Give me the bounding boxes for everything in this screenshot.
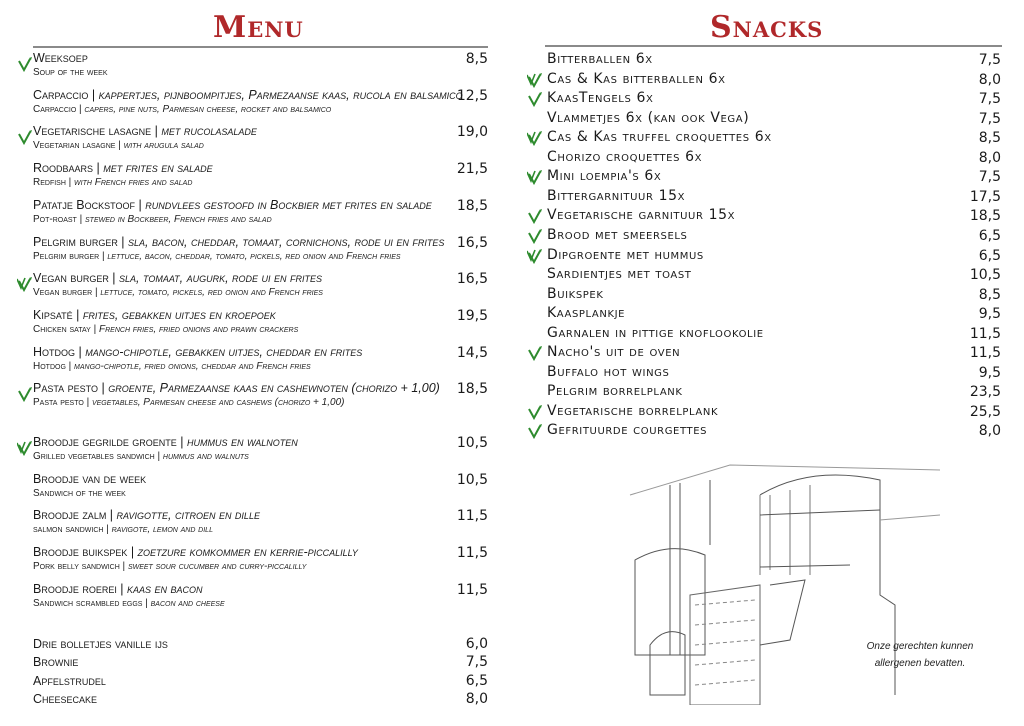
item-title-name: Pasta pesto	[33, 381, 98, 396]
item-title-name: Kipsaté	[33, 307, 73, 322]
item-title-separator: |	[72, 307, 83, 322]
vegetarian-icon	[527, 228, 543, 244]
snack-item	[547, 382, 1001, 401]
item-title	[33, 381, 488, 396]
snack-price: 6,5	[978, 227, 1001, 244]
snack-price: 8,5	[978, 130, 1001, 147]
snack-price: 11,5	[969, 325, 1001, 342]
item-title-separator: |	[75, 344, 86, 359]
snack-item	[547, 148, 1001, 167]
menu-item	[33, 582, 488, 610]
item-title	[33, 345, 488, 360]
item-title-name: Broodje van de week	[33, 471, 147, 486]
snack-price: 17,5	[969, 188, 1001, 205]
item-title	[33, 271, 488, 286]
item-title	[33, 198, 488, 213]
item-price: 18,5	[456, 381, 488, 398]
item-title-description: kaas en bacon	[127, 581, 203, 596]
item-translation-separator: |	[76, 103, 85, 115]
item-title-name: Broodje roerei	[33, 581, 117, 596]
item-translation-description: lettuce, tomato, pickels, red onion and French fries	[100, 287, 323, 299]
dessert-name: Apfelstrudel	[33, 673, 106, 688]
item-price: 12,5	[456, 87, 488, 104]
item-translation-name: Carpaccio	[33, 103, 77, 115]
item-title-description: zoetzure komkommer en kerrie-piccalilly	[137, 545, 358, 560]
snack-name: Kaasplankje	[547, 305, 626, 322]
vegetarian-icon	[17, 129, 33, 145]
item-title	[33, 124, 488, 139]
snack-item	[547, 324, 1001, 343]
item-title-name: Roodbaars	[33, 161, 94, 176]
item-translation-name: Redfish	[33, 177, 66, 189]
snack-item	[547, 187, 1001, 206]
item-translation-description: ravigote, lemon and dill	[111, 524, 213, 536]
snack-price: 7,5	[978, 91, 1001, 108]
snack-price: 18,5	[969, 208, 1001, 225]
item-title-description: rundvlees gestoofd in Bockbier met frites en salade	[145, 197, 432, 212]
snack-price: 7,5	[978, 52, 1001, 68]
item-translation-description: bacon and cheese	[150, 597, 225, 609]
snack-price: 25,5	[969, 403, 1001, 420]
vegan-icon	[527, 130, 543, 146]
item-translation	[33, 286, 488, 299]
snack-name: Bitterballen 6x	[547, 51, 653, 67]
snack-price: 11,5	[969, 345, 1001, 362]
snack-item	[547, 421, 1001, 440]
item-price: 11,5	[456, 545, 488, 562]
dessert-price: 6,5	[465, 672, 488, 689]
vegan-icon	[527, 72, 543, 88]
menu-item	[33, 381, 488, 409]
item-translation-name: Pelgrim burger	[33, 250, 100, 262]
snack-price: 8,0	[978, 423, 1001, 440]
item-price: 8,5	[465, 51, 488, 67]
item-price: 10,5	[456, 471, 488, 488]
snack-item	[547, 167, 1001, 186]
item-translation-description: vegetables, Parmesan cheese and cashews (chorizo + 1,00)	[91, 397, 345, 409]
item-title-name: Broodje buikspek	[33, 545, 128, 560]
snack-item	[547, 343, 1001, 362]
item-title-separator: |	[135, 197, 146, 212]
item-title-separator: |	[88, 87, 99, 102]
menu-title: Menu	[213, 10, 304, 45]
item-translation-name: Sandwich of the week	[33, 487, 126, 499]
item-translation-separator: |	[119, 561, 128, 573]
item-translation	[33, 560, 488, 573]
vegetarian-icon	[527, 345, 543, 361]
vegetarian-icon	[527, 404, 543, 420]
item-title	[33, 472, 488, 487]
allergen-note-line1: Onze gerechten kunnen	[866, 641, 974, 652]
item-translation-separator: |	[90, 323, 99, 335]
item-title-name: Carpaccio	[33, 87, 89, 102]
item-title-separator: |	[116, 581, 128, 596]
item-title	[33, 435, 488, 450]
item-price: 21,5	[456, 161, 488, 178]
item-translation	[33, 139, 488, 152]
dessert-item	[33, 653, 488, 671]
item-title-description: met frites en salade	[103, 161, 213, 176]
snack-item	[547, 128, 1001, 147]
snack-name: Mini loempia's 6x	[547, 168, 662, 185]
item-title-name: Patatje Bockstoof	[33, 197, 135, 212]
snack-name: Gefrituurde courgettes	[547, 422, 708, 439]
snack-item	[547, 304, 1001, 323]
snack-item	[547, 226, 1001, 245]
item-title-name: Broodje zalm	[33, 508, 107, 523]
snack-price: 10,5	[969, 267, 1001, 284]
item-title-separator: |	[151, 124, 162, 139]
snack-item	[547, 363, 1001, 382]
item-title-separator: |	[106, 508, 117, 523]
item-translation-separator: |	[65, 360, 75, 372]
snack-price: 7,5	[978, 169, 1001, 186]
snack-name: Buikspek	[547, 285, 604, 302]
menu-item	[33, 124, 488, 152]
dessert-name: Drie bolletjes vanille ijs	[33, 637, 168, 651]
snacks-list	[547, 0, 1001, 450]
snack-price: 9,5	[978, 306, 1001, 323]
item-translation-separator: |	[115, 140, 124, 152]
item-title	[33, 88, 488, 103]
item-translation	[33, 213, 488, 226]
dessert-name: Cheesecake	[33, 691, 98, 706]
item-title-name: Vegan burger	[33, 271, 109, 286]
snack-name: KaasTengels 6x	[547, 90, 654, 107]
vegetarian-icon	[17, 386, 33, 402]
dessert-item	[33, 635, 488, 653]
snack-name: Nacho's uit de oven	[547, 344, 681, 361]
snack-item	[547, 402, 1001, 421]
snack-name: Pelgrim borrelplank	[547, 383, 683, 400]
item-title-description: sla, bacon, cheddar, tomaat, cornichons, rode ui en frites	[128, 234, 445, 249]
snack-name: Dipgroente met hummus	[547, 246, 704, 263]
item-translation-separator: |	[103, 524, 112, 536]
item-translation-name: Hotdog	[33, 360, 66, 372]
item-price: 19,0	[456, 124, 488, 141]
menu-item	[33, 235, 488, 263]
snack-item	[547, 265, 1001, 284]
item-title-separator: |	[98, 381, 109, 396]
item-translation	[33, 597, 488, 610]
item-translation-separator: |	[154, 451, 163, 462]
vegetarian-icon	[527, 91, 543, 107]
snack-price: 8,0	[978, 71, 1001, 88]
item-title-name: Weeksoep	[33, 51, 88, 65]
item-translation	[33, 396, 488, 409]
menu-item	[33, 472, 488, 500]
snack-name: Vegetarische borrelplank	[547, 402, 719, 419]
menu-item	[33, 508, 488, 536]
dessert-item	[33, 690, 488, 708]
item-translation	[33, 176, 488, 189]
snack-name: Cas & Kas truffel croquettes 6x	[547, 129, 772, 146]
item-translation-description: with arugula salad	[123, 140, 204, 152]
item-translation-name: Sandwich scrambled eggs	[33, 597, 143, 609]
menu-item	[33, 88, 488, 116]
item-translation-separator: |	[83, 397, 92, 409]
snack-name: Cas & Kas bitterballen 6x	[547, 70, 726, 87]
dessert-price: 8,0	[465, 690, 488, 707]
snack-price: 8,5	[978, 286, 1001, 303]
item-title	[33, 51, 488, 66]
menu-item	[33, 51, 488, 79]
item-title-name: Vegetarische lasagne	[33, 124, 152, 139]
menu-list	[33, 0, 488, 726]
item-translation-name: Grilled vegetables sandwich	[33, 451, 155, 462]
item-title	[33, 161, 488, 176]
item-translation-description: lettuce, bacon, cheddar, tomato, pickels, red onion and French fries	[107, 250, 401, 262]
item-translation-name: Soup of the week	[33, 67, 108, 78]
item-translation-name: Vegan burger	[33, 287, 93, 299]
item-price: 18,5	[456, 197, 488, 214]
item-translation-name: Pork belly sandwich	[33, 561, 120, 573]
item-translation-separator: |	[99, 250, 108, 262]
item-title-description: hummus en walnoten	[187, 435, 298, 449]
menu-item	[33, 271, 488, 299]
item-price: 16,5	[456, 271, 488, 288]
vegetarian-icon	[527, 423, 543, 439]
snack-item	[547, 70, 1001, 89]
item-translation-separator: |	[142, 597, 151, 609]
item-title	[33, 308, 488, 323]
item-title-separator: |	[93, 161, 104, 176]
vegan-icon	[527, 169, 543, 185]
item-title-description: sla, tomaat, augurk, rode ui en frites	[119, 271, 322, 286]
item-translation-separator: |	[65, 177, 75, 189]
allergen-note	[855, 638, 985, 672]
item-title-separator: |	[127, 545, 138, 560]
item-translation	[33, 250, 488, 263]
snack-item	[547, 206, 1001, 225]
snack-name: Brood met smeersels	[547, 226, 688, 243]
dessert-price: 6,0	[465, 636, 488, 652]
snack-name: Bittergarnituur 15x	[547, 187, 686, 204]
vegan-icon	[17, 276, 33, 292]
item-price: 19,5	[456, 307, 488, 324]
item-translation	[33, 66, 488, 79]
menu-item	[33, 198, 488, 226]
item-title-description: met rucolasalade	[161, 124, 257, 139]
allergen-note-line2: allergenen bevatten.	[874, 658, 966, 669]
item-translation-name: Pot-roast	[33, 213, 77, 225]
snack-price: 23,5	[969, 384, 1001, 401]
menu-item	[33, 345, 488, 373]
item-price: 14,5	[456, 344, 488, 361]
snack-name: Buffalo hot wings	[547, 363, 670, 380]
item-translation	[33, 360, 488, 373]
item-translation-name: salmon sandwich	[33, 524, 104, 536]
item-translation	[33, 523, 488, 536]
item-title-separator: |	[108, 271, 120, 286]
menu-item	[33, 545, 488, 573]
item-translation-description: with French fries and salad	[74, 177, 193, 189]
snack-item	[547, 89, 1001, 108]
item-translation-separator: |	[92, 287, 101, 299]
item-translation-name: Chicken satay	[33, 323, 91, 335]
item-price: 11,5	[456, 581, 488, 598]
item-translation-description: capers, pine nuts, Parmesan cheese, rocket and balsamico	[84, 103, 332, 115]
item-title	[33, 582, 488, 597]
snack-price: 9,5	[978, 364, 1001, 381]
item-translation-separator: |	[76, 213, 85, 225]
vegan-icon	[527, 248, 543, 264]
item-translation-name: Pasta pesto	[33, 397, 84, 409]
snacks-title: Snacks	[710, 10, 824, 45]
snack-price: 8,0	[978, 149, 1001, 166]
snack-name: Garnalen in pittige knoflookolie	[547, 324, 764, 341]
item-translation-description: mango-chipotle, fried onions, cheddar and French fries	[74, 360, 311, 372]
vegetarian-icon	[17, 56, 33, 72]
menu-item	[33, 308, 488, 336]
item-translation-name: Vegetarian lasagne	[33, 140, 116, 152]
item-title-description: frites, gebakken uitjes en kroepoek	[82, 307, 276, 322]
snack-name: Sardientjes met toast	[547, 266, 692, 283]
snack-price: 7,5	[978, 110, 1001, 127]
snack-item	[547, 246, 1001, 265]
item-title	[33, 235, 488, 250]
item-title	[33, 508, 488, 523]
item-price: 11,5	[456, 508, 488, 525]
item-translation	[33, 323, 488, 336]
menu-item	[33, 161, 488, 189]
snack-name: Chorizo croquettes 6x	[547, 148, 703, 165]
snack-item	[547, 109, 1001, 128]
dessert-price: 7,5	[465, 654, 488, 671]
item-title-description: groente, Parmezaanse kaas en cashewnoten (chorizo + 1,00)	[108, 381, 440, 396]
snack-name: Vegetarische garnituur 15x	[547, 207, 736, 224]
item-translation-description: stewed in Bockbeer, French fries and salad	[85, 213, 272, 225]
item-translation	[33, 487, 488, 500]
dessert-item	[33, 672, 488, 690]
item-translation-description: French fries, fried onions and prawn crackers	[99, 323, 299, 335]
item-translation-description: hummus and walnuts	[162, 451, 249, 462]
item-translation	[33, 450, 488, 463]
item-translation	[33, 103, 488, 116]
item-translation-description: sweet sour cucumber and curry-piccalilly	[127, 561, 307, 573]
snack-item	[547, 50, 1001, 69]
item-title-description: kappertjes, pijnboompitjes, Parmezaanse kaas, rucola en balsamico	[98, 87, 463, 102]
menu-item	[33, 435, 488, 463]
item-title-description: mango-chipotle, gebakken uitjes, cheddar en frites	[85, 344, 363, 359]
item-price: 16,5	[456, 234, 488, 251]
dessert-name: Brownie	[33, 655, 79, 670]
item-title-description: ravigotte, citroen en dille	[116, 508, 260, 523]
snack-name: Vlammetjes 6x (kan ook Vega)	[547, 109, 750, 126]
item-title-name: Hotdog	[33, 344, 76, 359]
vegan-icon	[17, 440, 33, 456]
item-title-name: Broodje gegrilde groente	[33, 435, 177, 449]
item-title-name: Pelgrim burger	[33, 234, 118, 249]
snack-item	[547, 285, 1001, 304]
item-price: 10,5	[456, 435, 488, 451]
item-title-separator: |	[176, 435, 188, 449]
item-title-separator: |	[117, 234, 129, 249]
vegetarian-icon	[527, 208, 543, 224]
snack-price: 6,5	[978, 247, 1001, 264]
item-title	[33, 545, 488, 560]
